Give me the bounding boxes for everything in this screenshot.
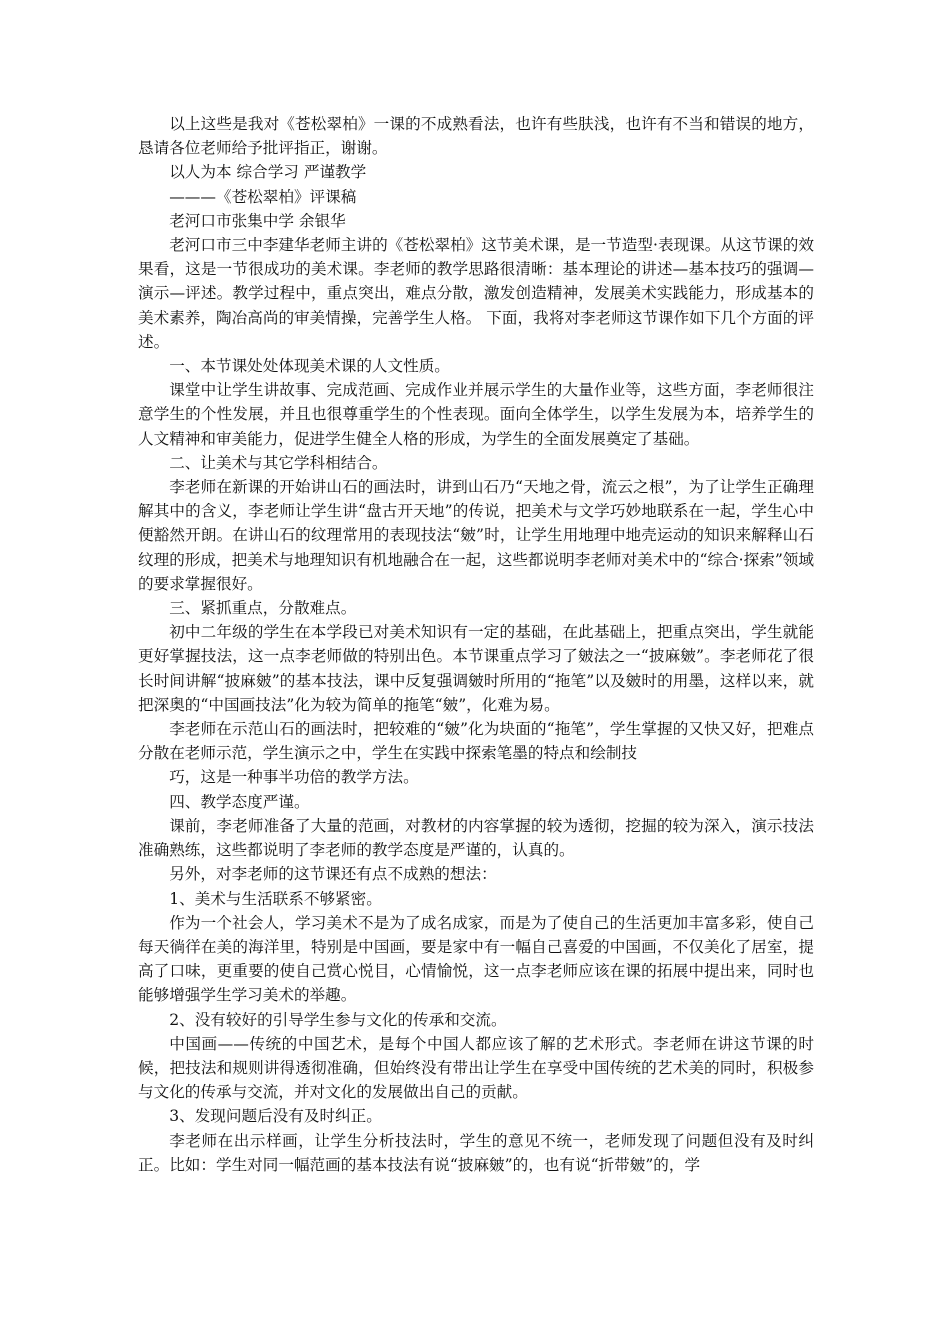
suggestion-heading-3: 3、发现问题后没有及时纠正。 (169, 1107, 382, 1126)
suggestion-heading-1: 1、美术与生活联系不够紧密。 (169, 889, 382, 908)
author-line: 老河口市张集中学 余银华 (169, 211, 346, 230)
intro-paragraph: 老河口市三中李建华老师主讲的《苍松翠柏》这节美术课，是一节造型·表现课。从这节课的效果看，这是一节很成功的美术课。李老师的教学思路很清晰：基本理论的讲述—基本技巧的强调—演示—评述。教学过程中，重点突出，难点分散，激发创造精神，发展美术实践能力，形成基本的美术素养，陶冶高尚的审美情操，完善学生人格。 下面，我将对李老师这节课作如下几个方面的评述。 (138, 236, 814, 351)
document-body (138, 112, 814, 1177)
body-paragraph: 中国画——传统的中国艺术，是每个中国人都应该了解的艺术形式。李老师在讲这节课的时候，把技法和规则讲得透彻准确，但始终没有带出让学生在享受中国传统的艺术美的同时，积极参与文化的传承与交流，并对文化的发展做出自己的贡献。 (138, 1034, 814, 1102)
section-heading-4: 四、教学态度严谨。 (169, 792, 310, 811)
body-paragraph: 课前，李老师准备了大量的范画，对教材的内容掌握的较为透彻，挖掘的较为深入，演示技法准确熟练，这些都说明了李老师的教学态度是严谨的，认真的。 (138, 816, 814, 860)
suggestion-heading-2: 2、没有较好的引导学生参与文化的传承和交流。 (169, 1010, 507, 1029)
body-paragraph: 课堂中让学生讲故事、完成范画、完成作业并展示学生的大量作业等，这些方面，李老师很注意学生的个性发展，并且也很尊重学生的个性表现。面向全体学生，以学生发展为本，培养学生的人文精神和审美能力，促进学生健全人格的形成，为学生的全面发展奠定了基础。 (138, 381, 814, 448)
suggestions-intro: 另外，对李老师的这节课还有点不成熟的想法： (169, 865, 497, 884)
body-paragraph: 李老师在出示样画，让学生分析技法时，学生的意见不统一，老师发现了问题但没有及时纠正。比如：学生对同一幅范画的基本技法有说“披麻皴”的，也有说“折带皴”的，学 (138, 1131, 814, 1174)
body-paragraph-continued: 巧，这是一种事半功倍的教学方法。 (169, 768, 419, 787)
section-heading-2: 二、让美术与其它学科相结合。 (169, 453, 388, 472)
section-heading-1: 一、本节课处处体现美术课的人文性质。 (169, 357, 450, 376)
article-subtitle: ———《苍松翠柏》评课稿 (169, 187, 357, 206)
article-title: 以人为本 综合学习 严谨教学 (169, 163, 367, 182)
body-paragraph: 作为一个社会人，学习美术不是为了成名成家，而是为了使自己的生活更加丰富多彩，使自己每天徜徉在美的海洋里，特别是中国画，要是家中有一幅自己喜爱的中国画，不仅美化了居室，提高了口味，更重要的使自己赏心悦目，心情愉悦，这一点李老师应该在课的拓展中提出来，同时也能够增强学生学习美术的举趣。 (138, 913, 814, 1005)
body-paragraph: 李老师在示范山石的画法时，把较难的“皴”化为块面的“拖笔”，学生掌握的又快又好，把难点分散在老师示范，学生演示之中，学生在实践中探索笔墨的特点和绘制技 (138, 720, 814, 763)
body-paragraph: 李老师在新课的开始讲山石的画法时，讲到山石乃“天地之骨，流云之根”，为了让学生正确理解其中的含义，李老师让学生讲“盘古开天地”的传说，把美术与文学巧妙地联系在一起，学生心中便豁然开朗。在讲山石的纹理常用的表现技法“皴”时，让学生用地理中地壳运动的知识来解释山石纹理的形成，把美术与地理知识有机地融合在一起，这些都说明李老师对美术中的“综合·探索”领域的要求掌握很好。 (138, 478, 814, 593)
section-heading-3: 三、紧抓重点，分散难点。 (169, 599, 357, 618)
body-paragraph: 初中二年级的学生在本学段已对美术知识有一定的基础，在此基础上，把重点突出，学生就能更好掌握技法，这一点李老师做的特别出色。本节课重点学习了皴法之一“披麻皴”。李老师花了很长时间讲解“披麻皴”的基本技法，课中反复强调皴时所用的“拖笔”以及皴时的用墨，这样以来，就把深奥的“中国画技法”化为较为简单的拖笔“皴”，化难为易。 (138, 623, 814, 714)
closing-paragraph: 以上这些是我对《苍松翠柏》一课的不成熟看法，也许有些肤浅，也许有不当和错误的地方，恳请各位老师给予批评指正，谢谢。 (138, 115, 814, 158)
